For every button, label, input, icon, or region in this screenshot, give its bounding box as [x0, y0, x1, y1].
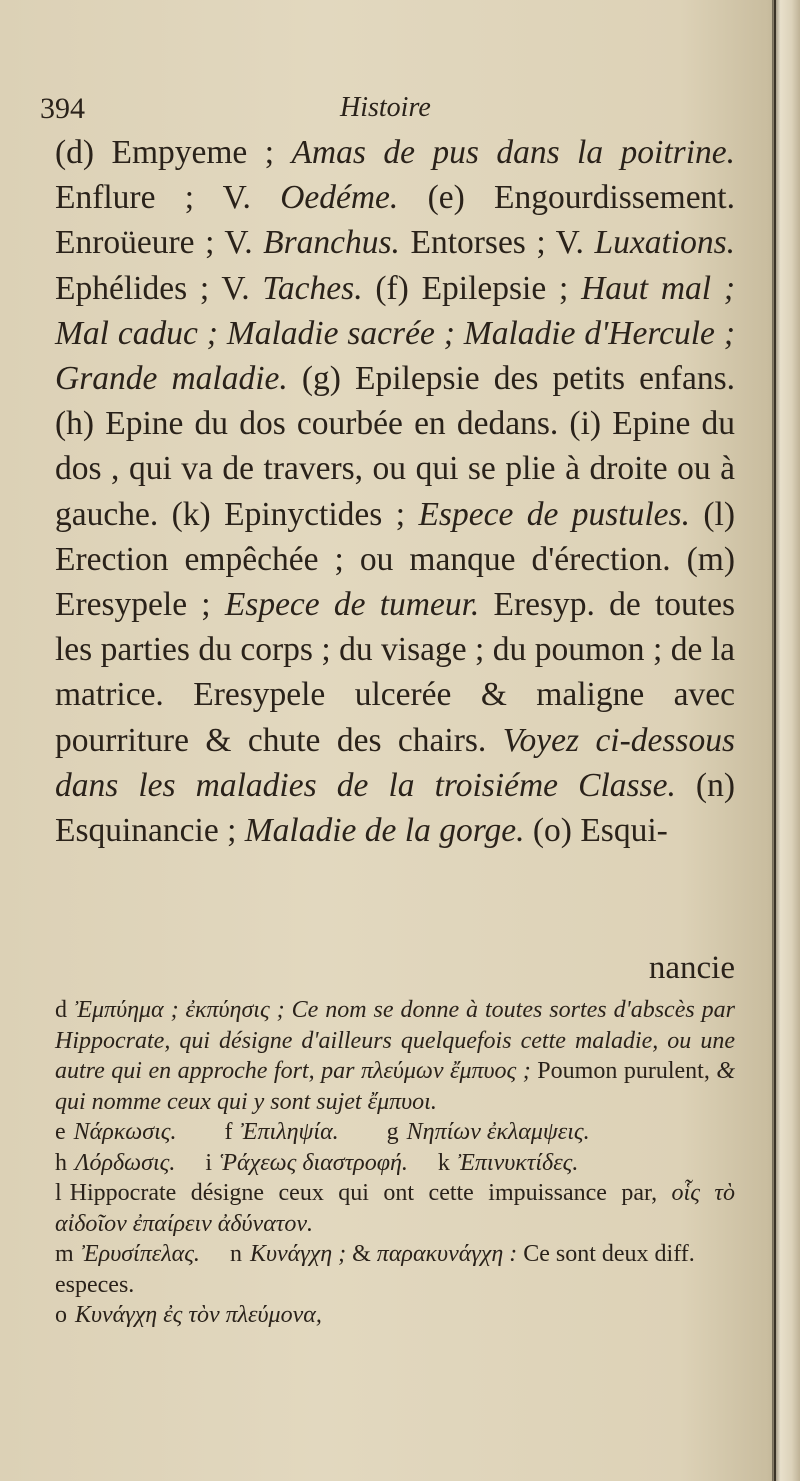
footnote-l — [55, 1178, 735, 1239]
text-segment: (l) Erection empêchée ; ou manque d'érection. (m) Eresypele ; — [55, 495, 735, 624]
greek-text: ἔμπυοι. — [367, 1088, 437, 1115]
text-segment: Eresyp. de toutes les parties du corps ; du visage ; du poumon ; de la matrice. Eresypele ulcerée & maligne avec pourriture & chute des chairs. — [55, 586, 735, 759]
text-segment-italic: Luxations. — [594, 224, 735, 262]
footnote-marker: n — [229, 1241, 242, 1267]
text-segment-italic: Espece de tumeur. — [224, 586, 480, 624]
text-segment: (o) Esqui- — [524, 812, 668, 850]
footnote-text: Hippocrate désigne ceux qui ont cette impuissance par, — [69, 1180, 672, 1206]
running-title: Histoire — [340, 92, 431, 123]
text-segment: Ephélides ; V. — [55, 269, 263, 307]
footnote-row-h-k — [55, 1148, 735, 1179]
greek-text: Ἐπιληψία. — [240, 1119, 339, 1145]
text-segment-italic: Oedéme. — [280, 179, 399, 217]
page-number: 394 — [40, 92, 85, 125]
text-segment-italic: Espece de pustules. — [418, 495, 690, 533]
greek-text: πλεύμων ἔμπυος ; — [360, 1058, 531, 1084]
text-segment: (n) Esquinancie ; — [55, 766, 735, 850]
text-segment: (e) Engourdissement. Enroüeure ; V. — [55, 179, 735, 262]
greek-text: Νηπίων ἐκλαμψεις. — [406, 1119, 590, 1145]
text-segment: Enflure ; V. — [55, 179, 281, 217]
footnote-marker: o — [55, 1302, 67, 1328]
text-segment: (d) Empyeme ; — [55, 134, 292, 171]
text-segment-italic: Haut mal ; Mal caduc ; Maladie sacrée ; Maladie d'Hercule ; Grande maladie. — [55, 269, 736, 398]
page-header — [40, 92, 740, 132]
book-gutter — [772, 0, 800, 1481]
footnote-text: Poumon purulent, — [530, 1058, 717, 1084]
text-segment-italic: Branchus. — [263, 224, 400, 262]
greek-text: Ῥάχεως διαστροφή. — [220, 1149, 408, 1176]
footnote-o — [55, 1300, 735, 1331]
footnote-text: Ce sont deux diff. especes. — [55, 1241, 695, 1298]
footnote-marker: e — [55, 1119, 66, 1145]
text-segment: (g) Epilepsie des petits enfans. (h) Epine du dos courbée en dedans. (i) Epine du dos , qui va de travers, ou qui se plie à droite ou à gauche. (k) Epinyctides ; — [55, 360, 735, 533]
greek-text: Κυνάγχη ἐς τὸν πλεύμονα, — [75, 1302, 322, 1328]
catchword: nancie — [648, 950, 735, 986]
footnote-marker: g — [386, 1119, 399, 1145]
greek-text: οἷς τὸ αἰδοῖον ἐπαίρειν ἀδύνατον. — [55, 1180, 736, 1237]
greek-text: Λόρδωσις. — [75, 1149, 176, 1176]
text-segment-italic: Amas de pus dans la poitrine. — [291, 134, 735, 171]
footnote-marker: d — [55, 997, 67, 1023]
footnote-italic: & qui nomme ceux qui y sont sujet — [55, 1058, 736, 1115]
text-segment-italic: Voyez ci-dessous dans les maladies de la troisiéme Classe. — [55, 721, 736, 804]
footnote-marker: h — [55, 1149, 67, 1176]
footnote-d — [55, 995, 735, 1117]
text-segment: Entorses ; V. — [399, 224, 595, 262]
greek-text: Ἐπινυκτίδες. — [457, 1149, 579, 1176]
footnote-marker: k — [437, 1149, 450, 1176]
text-segment-italic: Maladie de la gorge. — [244, 812, 525, 850]
greek-text: Νάρκωσις. — [73, 1119, 177, 1145]
text-segment-italic: Taches. — [262, 269, 363, 307]
footnote-marker: l — [55, 1180, 62, 1206]
footnote-italic: Ce nom se donne à toutes sortes d'abscès par Hippocrate, qui désigne d'ailleurs quelquefois cette maladie, ou une autre qui en approche fort, par — [55, 997, 735, 1084]
greek-text: Κυνάγχη ; — [249, 1241, 347, 1267]
gutter-shadow-line — [774, 0, 776, 1481]
footnotes-block — [55, 995, 735, 1331]
footnote-marker: f — [224, 1119, 233, 1145]
footnote-row-e-g — [55, 1117, 735, 1148]
greek-text: παρακυνάγχη : — [376, 1241, 518, 1267]
footnote-marker: i — [205, 1149, 213, 1176]
footnote-row-m-n — [55, 1239, 735, 1300]
text-segment: (f) Epilepsie ; — [362, 269, 582, 307]
main-text-block — [55, 130, 735, 853]
footnote-marker: m — [55, 1241, 74, 1267]
footnote-text: & — [346, 1241, 377, 1267]
greek-text: Ἐρυσίπελας. — [81, 1241, 200, 1267]
greek-text: Ἐμπύημα ; ἐκπύησις ; — [75, 997, 285, 1023]
